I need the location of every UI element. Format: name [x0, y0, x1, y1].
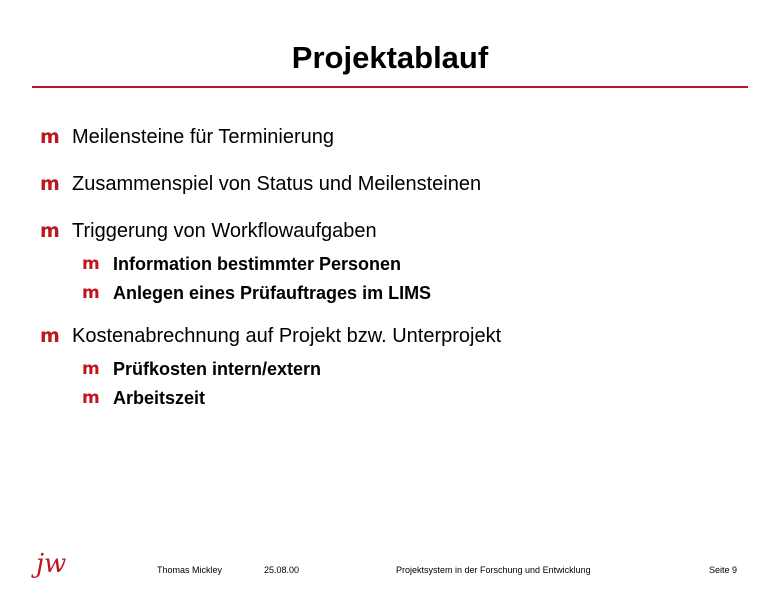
- slide-title: Projektablauf: [291, 40, 489, 75]
- sub-bullet-text: Arbeitszeit: [113, 387, 206, 408]
- footer-author-text: Thomas Mickley: [157, 565, 223, 575]
- bullet-icon: m: [40, 325, 60, 347]
- sub-bullet-text: Prüfkosten intern/extern: [113, 358, 322, 379]
- bullet-text: Kostenabrechnung auf Projekt bzw. Unterprojekt: [72, 324, 502, 347]
- sub-bullet-item: [82, 281, 431, 305]
- sub-bullet-text: Information bestimmter Personen: [113, 253, 402, 274]
- bullet-text: Zusammenspiel von Status und Meilensteinen: [72, 172, 482, 195]
- bullet-item: [40, 218, 377, 244]
- bullet-item: [40, 124, 334, 150]
- bullet-icon: m: [40, 173, 60, 195]
- bullet-icon: m: [40, 220, 60, 242]
- sub-bullet-text: Anlegen eines Prüfauftrages im LIMS: [113, 282, 432, 303]
- title-divider: [32, 86, 748, 88]
- bullet-text: Meilensteine für Terminierung: [72, 125, 334, 148]
- sub-bullet-icon: m: [82, 359, 100, 379]
- footer-page-number: [709, 560, 737, 580]
- footer-page-text: Seite 9: [709, 565, 738, 575]
- sub-bullet-item: [82, 386, 205, 410]
- footer-author: [157, 560, 222, 580]
- bullet-item: [40, 323, 501, 349]
- footer-subject: [396, 560, 591, 580]
- bullet-icon: m: [40, 126, 60, 148]
- sub-bullet-item: [82, 357, 321, 381]
- sub-bullet-icon: m: [82, 283, 100, 303]
- bullet-text: Triggerung von Workflowaufgaben: [72, 219, 377, 242]
- sub-bullet-icon: m: [82, 388, 100, 408]
- footer-date-text: 25.08.00: [264, 565, 300, 575]
- sub-bullet-item: [82, 252, 401, 276]
- bullet-item: [40, 171, 481, 197]
- footer-date: [264, 560, 299, 580]
- jw-logo: jw: [36, 549, 67, 579]
- footer-subject-text: Projektsystem in der Forschung und Entwicklung: [396, 565, 591, 575]
- sub-bullet-icon: m: [82, 254, 100, 274]
